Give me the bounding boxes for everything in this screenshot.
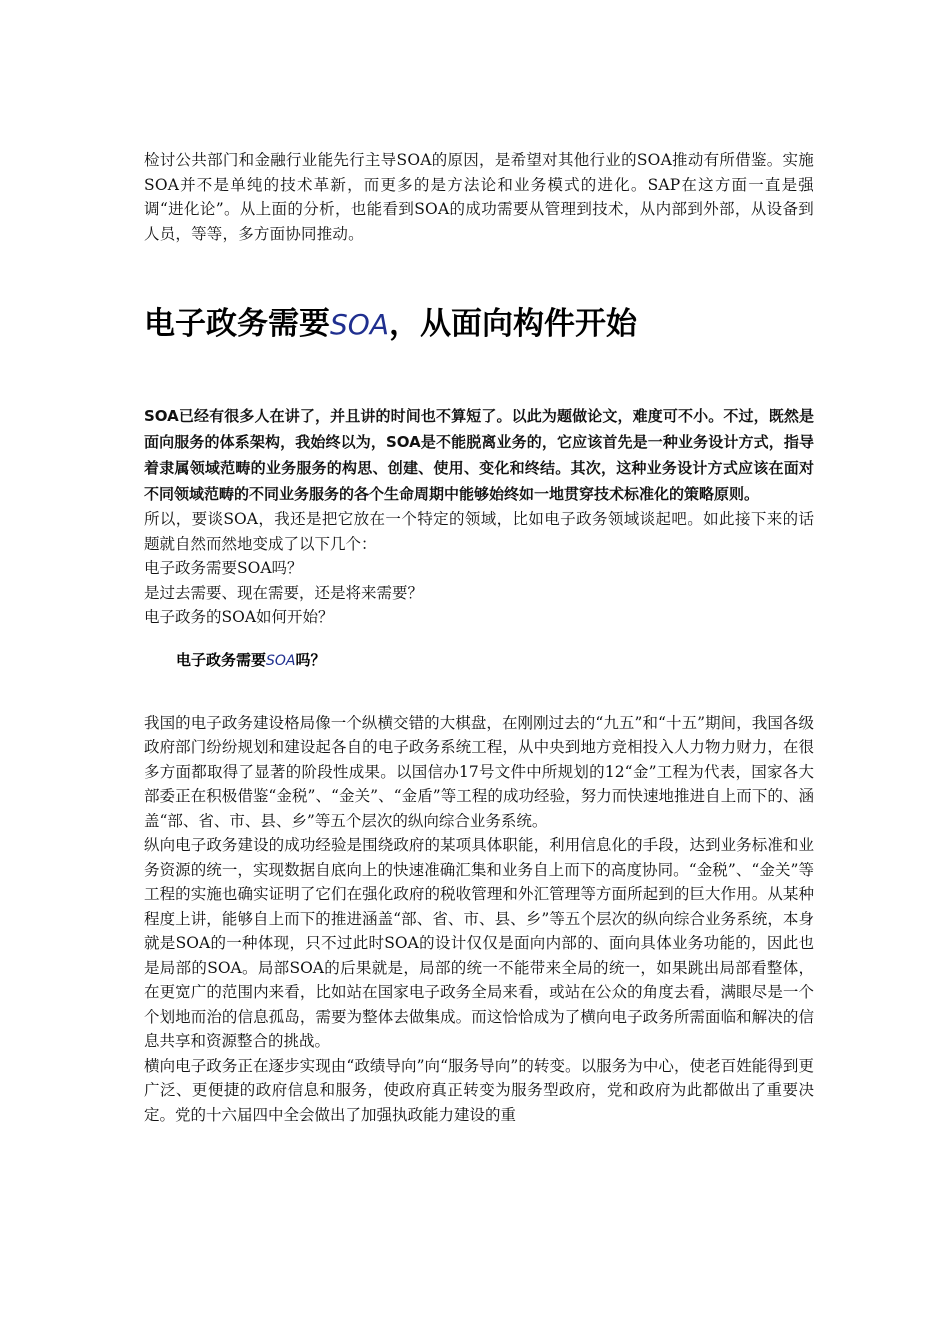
heading-text-before: 电子政务需要: [144, 306, 330, 342]
subheading: [144, 648, 814, 673]
topics-section: [144, 507, 814, 630]
subheading-text-after: 吗？: [295, 650, 326, 669]
heading-soa: SOA: [330, 308, 389, 341]
document-page: [144, 148, 814, 1127]
intro-paragraph: 检讨公共部门和金融行业能先行主导SOA的原因，是希望对其他行业的SOA推动有所借鉴。实施SOA并不是单纯的技术革新，而更多的是方法论和业务模式的进化。SAP在这方面一直是强调“进化论”。从上面的分析，也能看到SOA的成功需要从管理到技术，从内部到外部，从设备到人员，等等，多方面协同推动。: [144, 151, 814, 243]
question-item: 是过去需要、现在需要，还是将来需要？: [144, 583, 424, 602]
spacer: [144, 345, 814, 403]
body-paragraph: 横向电子政务正在逐步实现由“政绩导向”向“服务导向”的转变。以服务为中心，使老百姓能得到更广泛、更便捷的政府信息和服务，使政府真正转变为服务型政府，党和政府为此都做出了重要决定。党的十六届四中全会做出了加强执政能力建设的重: [144, 1056, 814, 1124]
spacer: [144, 630, 814, 648]
subheading-text-before: 电子政务需要: [176, 650, 267, 669]
body-paragraph: 我国的电子政务建设格局像一个纵横交错的大棋盘，在刚刚过去的“九五”和“十五”期间，我国各级政府部门纷纷规划和建设起各自的电子政务系统工程，从中央到地方竞相投入人力物力财力，在很多方面都取得了显著的阶段性成果。以国信办17号文件中所规划的12“金”工程为代表，国家各大部委正在积极借鉴“金税”、“金关”、“金盾”等工程的成功经验，努力而快速地推进自上而下的、涵盖“部、省、市、县、乡”等五个层次的纵向综合业务系统。: [144, 713, 814, 830]
question-item: 电子政务需要SOA吗？: [144, 559, 303, 577]
spacer: [144, 246, 814, 304]
intro-section: [144, 148, 814, 246]
section-heading: [144, 304, 814, 345]
body-section: [144, 711, 814, 1128]
bold-paragraph: SOA已经有很多人在讲了，并且讲的时间也不算短了。以此为题做论文，难度可不小。不过，既然是面向服务的体系架构，我始终以为，SOA是不能脱离业务的，它应该首先是一种业务设计方式，指导着隶属领域范畴的业务服务的构思、创建、使用、变化和终结。其次，这种业务设计方式应该在面对不同领域范畴的不同业务服务的各个生命周期中能够始终如一地贯穿技术标准化的策略原则。: [144, 407, 814, 503]
spacer: [144, 673, 814, 711]
question-item: 电子政务的SOA如何开始？: [144, 608, 334, 626]
subheading-soa: SOA: [266, 652, 296, 669]
topics-intro-paragraph: 所以，要谈SOA，我还是把它放在一个特定的领域，比如电子政务领域谈起吧。如此接下来的话题就自然而然地变成了以下几个：: [144, 510, 814, 553]
heading-text-after: ，从面向构件开始: [388, 306, 637, 342]
bold-intro-section: [144, 403, 814, 507]
body-paragraph: 纵向电子政务建设的成功经验是围绕政府的某项具体职能，利用信息化的手段，达到业务标准和业务资源的统一，实现数据自底向上的快速准确汇集和业务自上而下的高度协同。“金税”、“金关”等工程的实施也确实证明了它们在强化政府的税收管理和外汇管理等方面所起到的巨大作用。从某种程度上讲，能够自上而下的推进涵盖“部、省、市、县、乡”等五个层次的纵向综合业务系统，本身就是SOA的一种体现，只不过此时SOA的设计仅仅是面向内部的、面向具体业务功能的，因此也是局部的SOA。局部SOA的后果就是，局部的统一不能带来全局的统一，如果跳出局部看整体，在更宽广的范围内来看，比如站在国家电子政务全局来看，或站在公众的角度去看，满眼尽是一个个划地而治的信息孤岛，需要为整体去做集成。而这恰恰成为了横向电子政务所需面临和解决的信息共享和资源整合的挑战。: [144, 836, 814, 1050]
